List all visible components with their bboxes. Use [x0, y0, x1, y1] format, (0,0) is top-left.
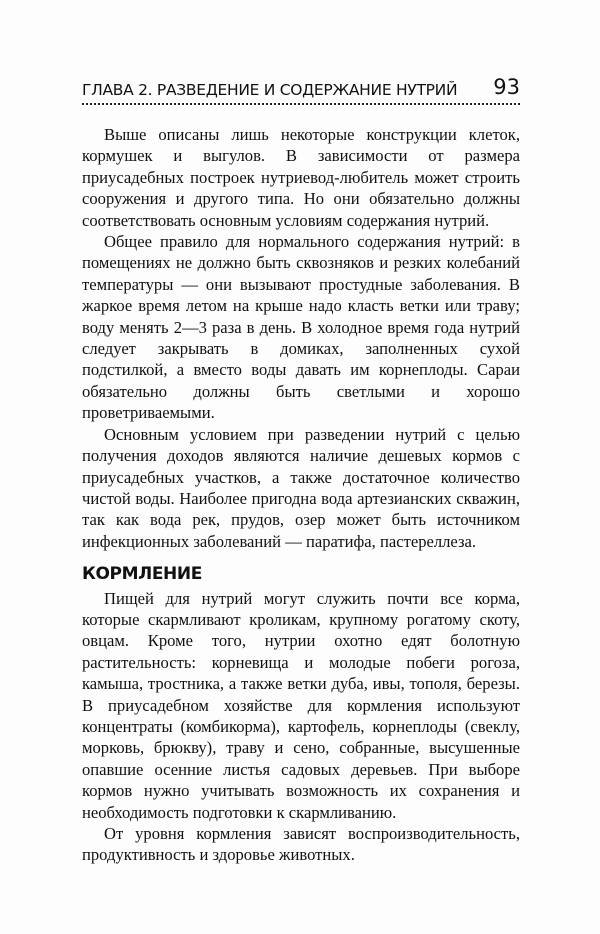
paragraph: Основным условием при разведении нутрий с целью получения доходов являются наличие дешевых кормов с приусадебных участков, а также достаточное количество чистой воды. Наиболее пригодна вода артезианских скважин, так как вода рек, прудов, озер может быть источником инфекционных заболеваний — паратифа, пастереллеза.	[82, 424, 520, 551]
paragraph: Пищей для нутрий могут служить почти все корма, которые скармливают кроликам, крупному рогатому скоту, овцам. Кроме того, нутрии охотно едят болотную растительность: корневища и молодые побеги рогоза, камыша, тростника, а также ветки дуба, ивы, тополя, березы. В приусадебном хозяйстве для кормления используют концентраты (комбикорма), картофель, корнеплоды (свеклу, морковь, брюкву), траву и сено, собранные, высушенные опавшие осенние листья садовых деревьев. При выборе кормов нужно учитывать возможность их сохранения и необходимость подготовки к скармливанию.	[82, 588, 520, 822]
page-number: 93	[493, 75, 520, 99]
running-head	[82, 75, 520, 104]
header-divider	[82, 103, 520, 105]
body-text	[82, 124, 520, 866]
section-heading: КОРМЛЕНИЕ	[82, 564, 202, 585]
chapter-title: ГЛАВА 2. РАЗВЕДЕНИЕ И СОДЕРЖАНИЕ НУТРИЙ	[82, 81, 458, 99]
paragraph: От уровня кормления зависят воспроизводительность, продуктивность и здоровье животных.	[82, 824, 520, 865]
paragraph: Выше описаны лишь некоторые конструкции клеток, кормушек и выгулов. В зависимости от размера приусадебных построек нутриевод-любитель может строить сооружения и другого типа. Но они обязательно должны соответствовать основным условиям содержания нутрий.	[82, 125, 520, 230]
paragraph: Общее правило для нормального содержания нутрий: в помещениях не должно быть сквозняков и резких колебаний температуры — они вызывают простудные заболевания. В жаркое время летом на крыше надо класть ветки или траву; воду менять 2—3 раза в день. В холодное время года нутрий следует закрывать в домиках, заполненных сухой подстилкой, а вместо воды давать им корнеплоды. Сараи обязательно должны быть светлыми и хорошо проветриваемыми.	[82, 232, 520, 423]
